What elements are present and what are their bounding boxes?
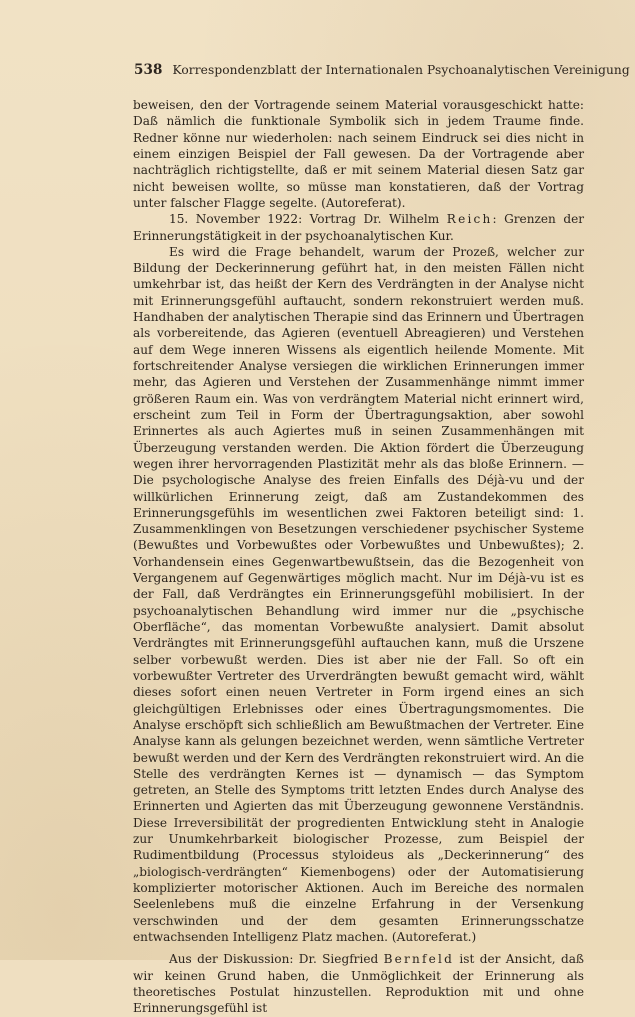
discussion-intro: Aus der Diskussion: Dr. Siegfried <box>169 952 384 967</box>
paragraph-lecture-abstract: Es wird die Frage behandelt, warum der Prozeß, welcher zur Bildung der Deckerinnerung geführt hat, in den meisten Fällen nicht umkehrbar ist, das heißt der Kern des Verdrängten in der Analyse nicht mit Erinnerungsgefühl auftaucht, sondern rekonstruiert werden muß. Handhaben der analytischen Therapie sind das Erinnern und Übertragen als vorbereitende, das Agieren (eventuell Abreagieren) und Verstehen auf dem Wege inneren Wissens als eigentlich heilende Momente. Mit fortschreitender Analyse versiegen die wirklichen Erinnerungen immer mehr, das Agieren und Verstehen der Zusammenhänge nimmt immer größeren Raum ein. Was von verdrängtem Material nicht erinnert wird, erscheint zum Teil in Form der Übertragungsaktion, aber sowohl Erinnertes als auch Agiertes muß in seinen Zusammenhängen mit Überzeugung verstanden werden. Die Aktion fördert die Überzeugung wegen ihrer hervorragenden Plastizität mehr als das bloße Erinnern. — Die psychologische Analyse des freien Einfalls des Déjà-vu und der willkürlichen Erinnerung zeigt, daß am Zustandekommen des Erinnerungsgefühls im wesentlichen zwei Faktoren beteiligt sind: 1. Zusammenklingen von Besetzungen verschiedener psychischer Systeme (Bewußtes und Vorbewußtes oder Vorbewußtes und Unbewußtes); 2. Vorhandensein eines Gegenwartbewußtsein, das die Bezogenheit von Vergangenem auf Gegenwärtiges möglich macht. Nur im Déjà-vu ist es der Fall, daß Verdrängtes ein Erinnerungsgefühl mobilisiert. In der psychoanalytischen Behandlung wird immer nur die „psychische Oberfläche“, das momentan Vorbewußte analysiert. Damit absolut Verdrängtes mit Erinnerungsgefühl auftauchen kann, muß die Urszene selber vorbewußt werden. Dies ist aber nie der Fall. So oft ein vorbewußter Vertreter des Urverdrängten bewußt gemacht wird, wählt dieses sofort einen neuen Vertreter in Form irgend eines an sich gleichgültigen Erlebnisses oder eines Übertragungsmomentes. Die Analyse erschöpft sich schließlich am Bewußtmachen der Vertreter. Eine Analyse kann als gelungen bezeichnet werden, wenn sämtliche Vertreter bewußt werden und der Kern des Verdrängten rekonstruiert wird. An die Stelle des verdrängten Kernes ist — dynamisch — das Symptom getreten, an Stelle des Symptoms tritt letzten Endes durch Analyse des Erinnerten und Agierten das mit Überzeugung gewonnene Verständnis. Diese Irreversibilität der progredienten Entwicklung steht in Analogie zur Unumkehrbarkeit biologischer Prozesse, zum Beispiel der Rudimentbildung (Processus styloideus als „Deckerinnerung“ des „biologisch-verdrängten“ Kiemenbogens) oder der Automatisierung komplizierter motorischer Aktionen. Auch im Bereiche des normalen Seelenlebens muß die einzelne Erfahrung in der Versenkung verschwinden und der dem gesamten Erinnerungsschatze entwachsenden Intelligenz Platz machen. (Autoreferat.) <box>133 244 584 944</box>
lecture-heading-title: : Grenzen der Erinnerungstätigkeit in der psychoanalytischen Kur. <box>133 212 585 243</box>
paragraph-lecture-heading <box>133 211 584 244</box>
lecturer-name: Reich <box>446 212 493 227</box>
page-number: 538 <box>134 62 163 78</box>
discussion-text: ist der Ansicht, daß wir keinen Grund haben, die Unmöglichkeit der Erinnerung als theoretisches Postulat hinzustellen. Reproduktion mit und ohne Erinnerungsgefühl ist <box>133 952 585 1016</box>
page-header <box>134 62 630 78</box>
running-title: Korrespondenzblatt der Internationalen Psychoanalytischen Vereinigung <box>172 63 630 77</box>
paragraph-discussion-end: beweisen, den der Vortragende seinem Material vorausgeschickt hatte: Daß nämlich die funktionale Symbolik sich in jedem Traume finde. Redner könne nur wiederholen: nach seinem Eindruck sei dies nicht in einem einzigen Beispiel der Fall gewesen. Da der Vortragende aber nachträglich richtigstellte, daß er mit seinem Material diesen Satz gar nicht beweisen wollte, so müsse man konstatieren, daß der Vortrag unter falscher Flagge segelte. (Autoreferat). <box>133 98 584 210</box>
lecture-heading-intro: 15. November 1922: Vortrag Dr. Wilhelm <box>169 212 447 227</box>
discussant-name: Bernfeld <box>383 952 455 967</box>
body-text <box>133 97 584 1017</box>
paragraph-discussion <box>133 951 584 1016</box>
